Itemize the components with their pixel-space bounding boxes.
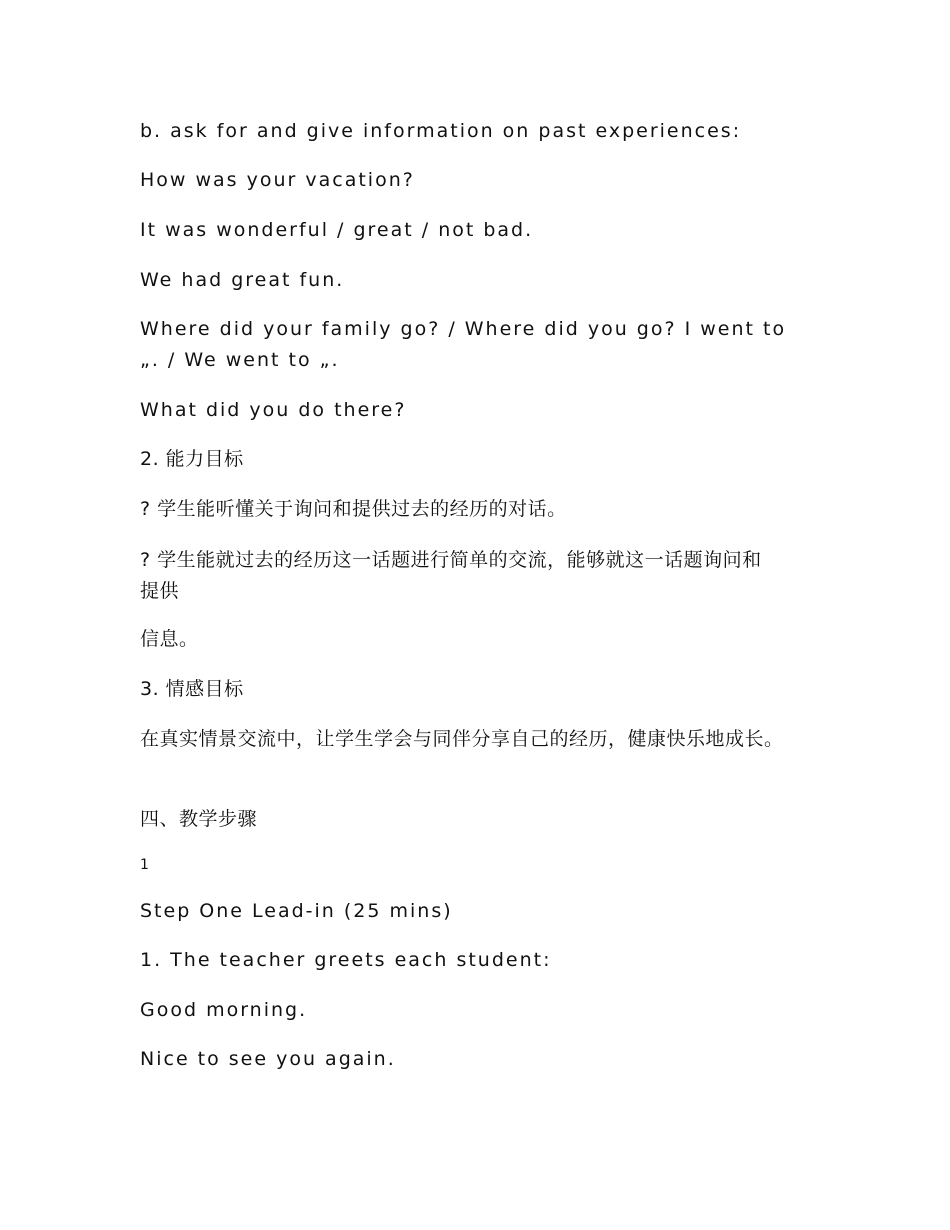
- example-question-what: What did you do there?: [140, 399, 407, 421]
- ability-goal-item-2-continued: 信息。: [140, 628, 199, 650]
- example-answer-fun: We had great fun.: [140, 269, 345, 291]
- example-question-where: Where did your family go? / Where did you go? I went to „. / We went to „.: [140, 318, 787, 371]
- example-answer-wonderful: It was wonderful / great / not bad.: [140, 219, 534, 241]
- ability-goal-item-2: ? 学生能就过去的经历这一话题进行简单的交流，能够就这一话题询问和 提供: [140, 549, 762, 602]
- example-question-vacation: How was your vacation?: [140, 169, 415, 191]
- greeting-nice-to-see: Nice to see you again.: [140, 1048, 396, 1070]
- emotion-goal-heading: 3. 情感目标: [140, 678, 244, 700]
- page-number: 1: [140, 857, 149, 873]
- emotion-goal-text: 在真实情景交流中，让学生学会与同伴分享自己的经历，健康快乐地成长。: [140, 728, 784, 750]
- step-one-item-1: 1. The teacher greets each student:: [140, 949, 552, 971]
- greeting-good-morning: Good morning.: [140, 999, 308, 1021]
- ability-goal-item-1: ? 学生能听懂关于询问和提供过去的经历的对话。: [140, 498, 567, 520]
- ability-goal-heading: 2. 能力目标: [140, 448, 244, 470]
- step-one-heading: Step One Lead-in (25 mins): [140, 900, 453, 922]
- teaching-steps-heading: 四、教学步骤: [140, 808, 258, 830]
- objective-b-line: b. ask for and give information on past experiences:: [140, 120, 742, 142]
